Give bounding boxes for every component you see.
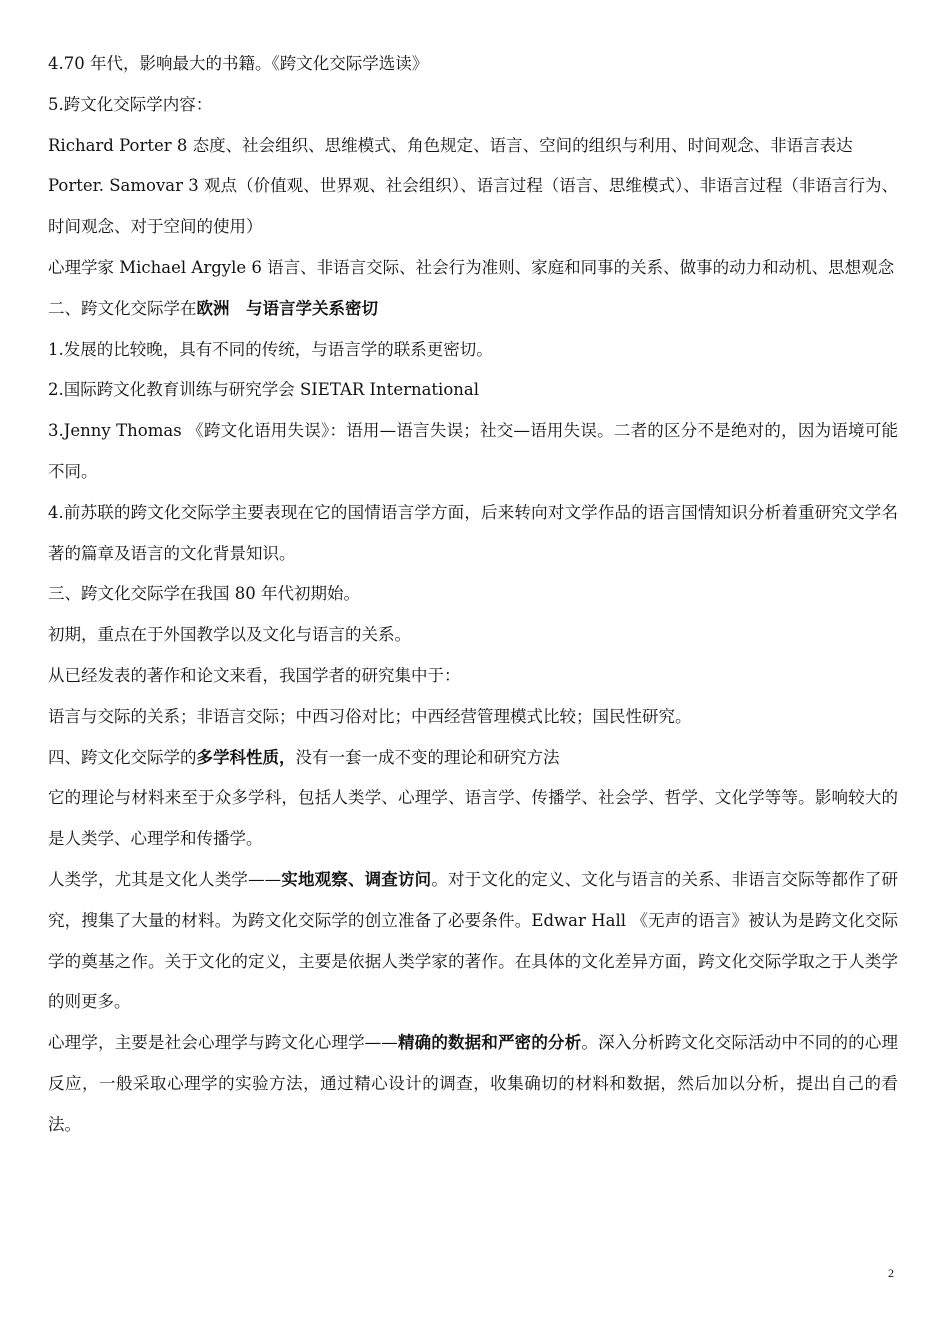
- paragraph: [48, 330, 898, 371]
- text-run: 二、跨文化交际学在: [48, 298, 197, 318]
- paragraph: [48, 493, 898, 575]
- text-run: 2.国际跨文化教育训练与研究学会 SIETAR International: [48, 380, 480, 400]
- text-run: 语言与交际的关系；非语言交际；中西习俗对比；中西经营管理模式比较；国民性研究。: [48, 706, 692, 726]
- text-run: 人类学，尤其是文化人类学——: [48, 869, 282, 889]
- page-number: 2: [888, 1266, 894, 1280]
- paragraph: [48, 370, 898, 411]
- paragraph: [48, 85, 898, 126]
- text-run: 4.70 年代，影响最大的书籍。《跨文化交际学选读》: [48, 54, 429, 73]
- text-run: 三、跨文化交际学在我国 80 年代初期始。: [48, 584, 360, 604]
- bold-text: 精确的数据和严密的分析: [397, 1033, 582, 1053]
- paragraph: [48, 1023, 898, 1145]
- text-run: 从已经发表的著作和论文来看，我国学者的研究集中于：: [48, 665, 461, 685]
- document-body: [48, 44, 898, 1146]
- text-run: 它的理论与材料来至于众多学科，包括人类学、心理学、语言学、传播学、社会学、哲学、文化学等等。影响较大的是人类学、心理学和传播学。: [48, 788, 898, 849]
- text-run: 初期，重点在于外国教学以及文化与语言的关系。: [48, 625, 411, 645]
- paragraph: [48, 615, 898, 656]
- paragraph: [48, 656, 898, 697]
- text-run: 。对于文化的定义、文化与语言的关系、非语言交际等都作了研究，搜集了大量的材料。为跨文化交际学的创立准备了必要条件。Edwar Hall 《无声的语言》被认为是跨文化交际学的奠基之作。关于文化的定义，主要是依据人类学家的著作。在具体的文化差异方面，跨文化交际学取之于人类学的则更多。: [48, 869, 899, 1012]
- paragraph: [48, 738, 898, 779]
- text-run: 心理学家 Michael Argyle 6 语言、非语言交际、社会行为准则、家庭和同事的关系、做事的动力和动机、思想观念: [48, 257, 895, 277]
- text-run: 5.跨文化交际学内容：: [48, 94, 213, 114]
- paragraph: [48, 248, 898, 289]
- paragraph: [48, 126, 898, 167]
- text-run: 心理学，主要是社会心理学与跨文化心理学——: [48, 1033, 398, 1053]
- paragraph: [48, 860, 898, 1023]
- text-run: Porter. Samovar 3 观点（价值观、世界观、社会组织）、语言过程（语言、思维模式）、非语言过程（非语言行为、时间观念、对于空间的使用）: [48, 176, 898, 237]
- paragraph: [48, 166, 898, 248]
- paragraph: [48, 574, 898, 615]
- bold-text: 实地观察、调查访问: [281, 869, 432, 889]
- text-run: 。深入分析跨文化交际活动中不同的的心理反应，一般采取心理学的实验方法，通过精心设计的调查，收集确切的材料和数据，然后加以分析，提出自己的看法。: [48, 1033, 899, 1134]
- paragraph: [48, 44, 898, 85]
- paragraph: [48, 697, 898, 738]
- bold-text: 多学科性质，: [196, 747, 296, 767]
- paragraph: [48, 411, 898, 493]
- paragraph: [48, 289, 898, 330]
- text-run: 3.Jenny Thomas 《跨文化语用失误》：语用—语言失误；社交—语用失误。二者的区分不是绝对的，因为语境可能不同。: [48, 421, 898, 481]
- text-run: 1.发展的比较晚，具有不同的传统，与语言学的联系更密切。: [48, 339, 493, 359]
- text-run: Richard Porter 8 态度、社会组织、思维模式、角色规定、语言、空间的组织与利用、时间观念、非语言表达: [48, 135, 853, 155]
- paragraph: [48, 778, 898, 860]
- text-run: 没有一套一成不变的理论和研究方法: [295, 747, 560, 767]
- bold-text: 欧洲 与语言学关系密切: [196, 298, 378, 318]
- text-run: 4.前苏联的跨文化交际学主要表现在它的国情语言学方面，后来转向对文学作品的语言国情知识分析着重研究文学名著的篇章及语言的文化背景知识。: [48, 502, 898, 563]
- text-run: 四、跨文化交际学的: [48, 747, 197, 767]
